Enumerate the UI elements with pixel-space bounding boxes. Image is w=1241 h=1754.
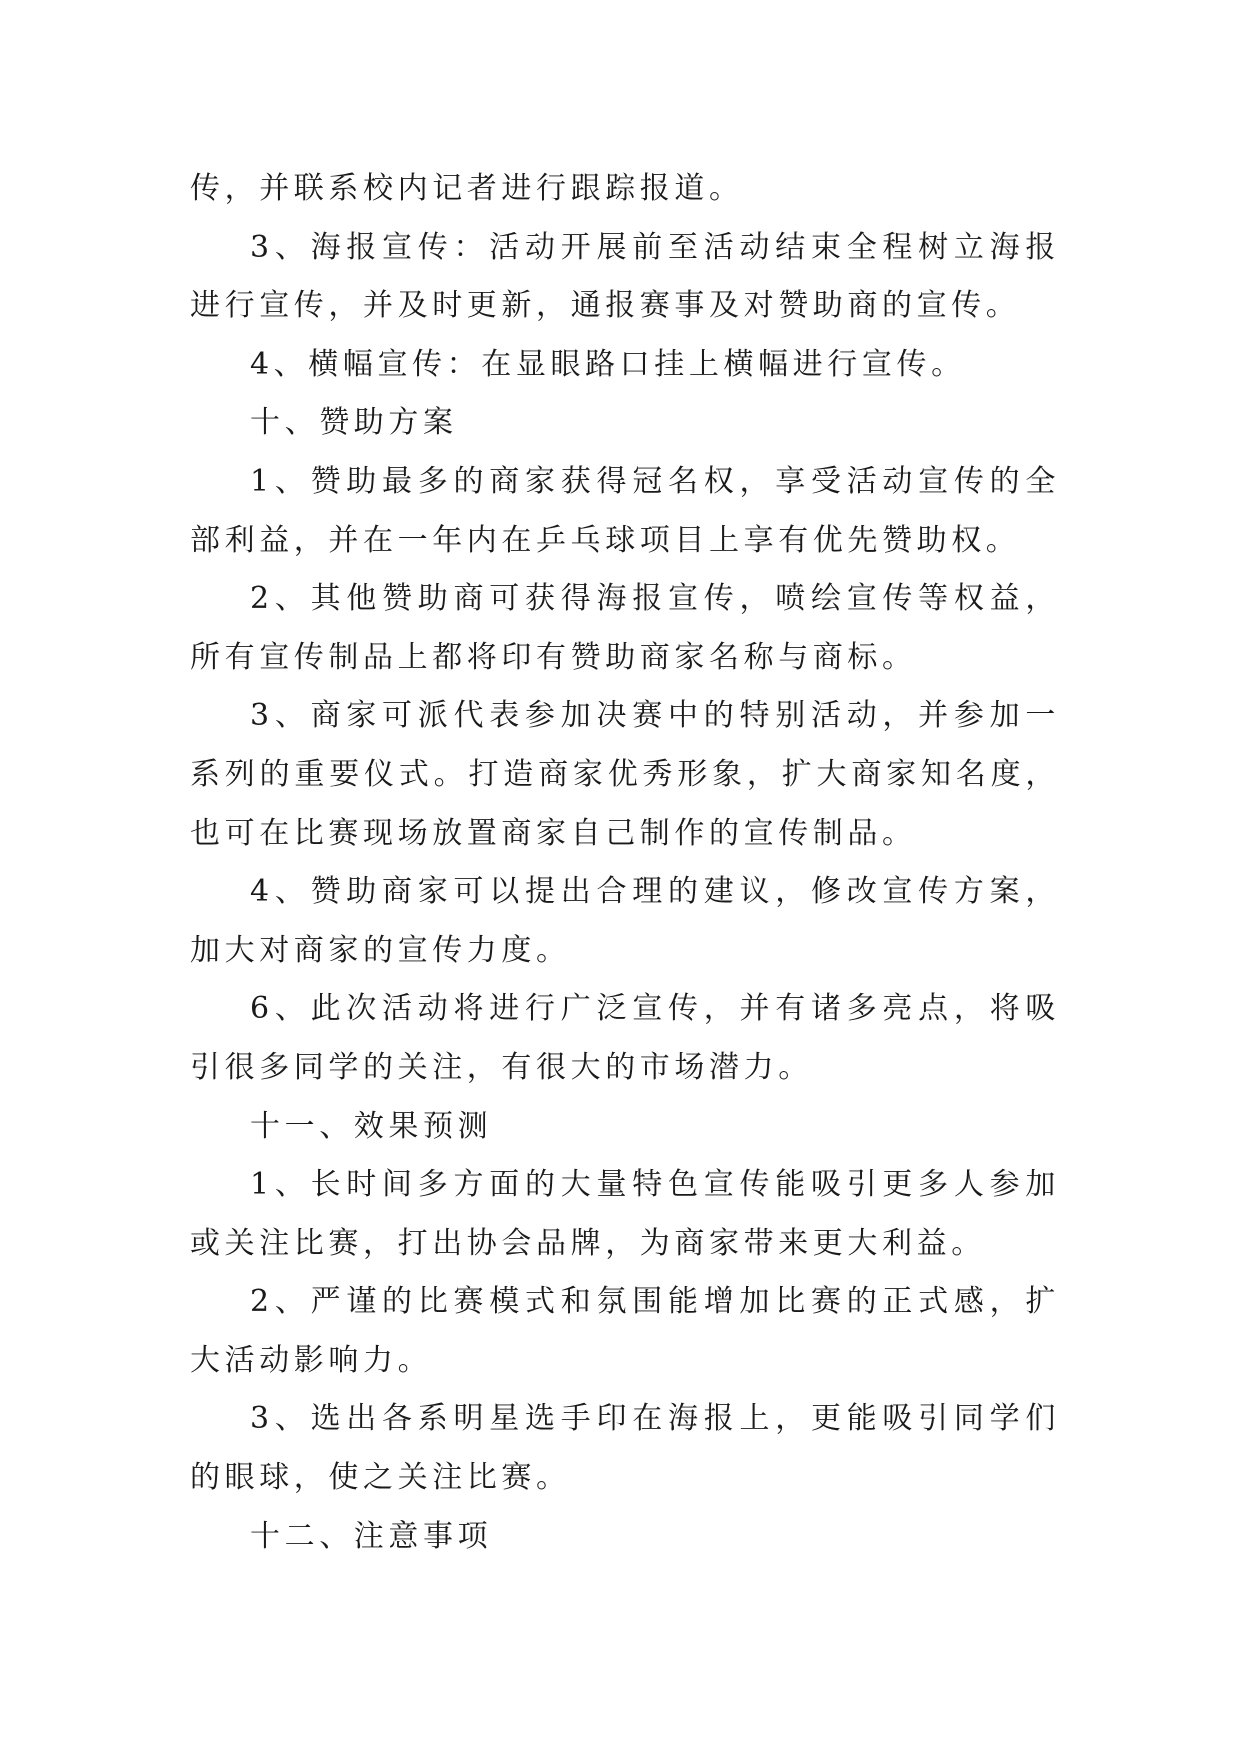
paragraph-poster-promotion: 3、海报宣传：活动开展前至活动结束全程树立海报进行宣传，并及时更新，通报赛事及对赞助商的宣传。	[190, 229, 1060, 324]
section-heading-notes: 十二、注意事项	[250, 1518, 493, 1554]
paragraph-sponsorship-2: 2、其他赞助商可获得海报宣传，喷绘宣传等权益，所有宣传制品上都将印有赞助商家名称与商标。	[190, 581, 1060, 675]
paragraph-continuation: 传，并联系校内记者进行跟踪报道。	[190, 171, 744, 206]
paragraph-effect-1: 1、长时间多方面的大量特色宣传能吸引更多人参加或关注比赛，打出协会品牌，为商家带来更大利益。	[190, 1167, 1060, 1261]
paragraph-sponsorship-3: 3、商家可派代表参加决赛中的特别活动，并参加一系列的重要仪式。打造商家优秀形象，扩大商家知名度，也可在比赛现场放置商家自己制作的宣传制品。	[190, 698, 1060, 851]
paragraph-effect-2: 2、严谨的比赛模式和氛围能增加比赛的正式感，扩大活动影响力。	[190, 1284, 1060, 1378]
section-heading-sponsorship: 十、赞助方案	[250, 405, 458, 441]
paragraph-sponsorship-1: 1、赞助最多的商家获得冠名权，享受活动宣传的全部利益，并在一年内在乒乓球项目上享有优先赞助权。	[190, 463, 1060, 558]
section-heading-effect-forecast: 十一、效果预测	[250, 1108, 493, 1144]
paragraph-banner-promotion: 4、横幅宣传：在显眼路口挂上横幅进行宣传。	[250, 346, 966, 382]
document-body	[190, 160, 1060, 1566]
paragraph-effect-3: 3、选出各系明星选手印在海报上，更能吸引同学们的眼球，使之关注比赛。	[190, 1401, 1060, 1496]
paragraph-sponsorship-6: 6、此次活动将进行广泛宣传，并有诸多亮点，将吸引很多同学的关注，有很大的市场潜力。	[190, 991, 1060, 1085]
paragraph-sponsorship-4: 4、赞助商家可以提出合理的建议，修改宣传方案，加大对商家的宣传力度。	[190, 874, 1060, 968]
